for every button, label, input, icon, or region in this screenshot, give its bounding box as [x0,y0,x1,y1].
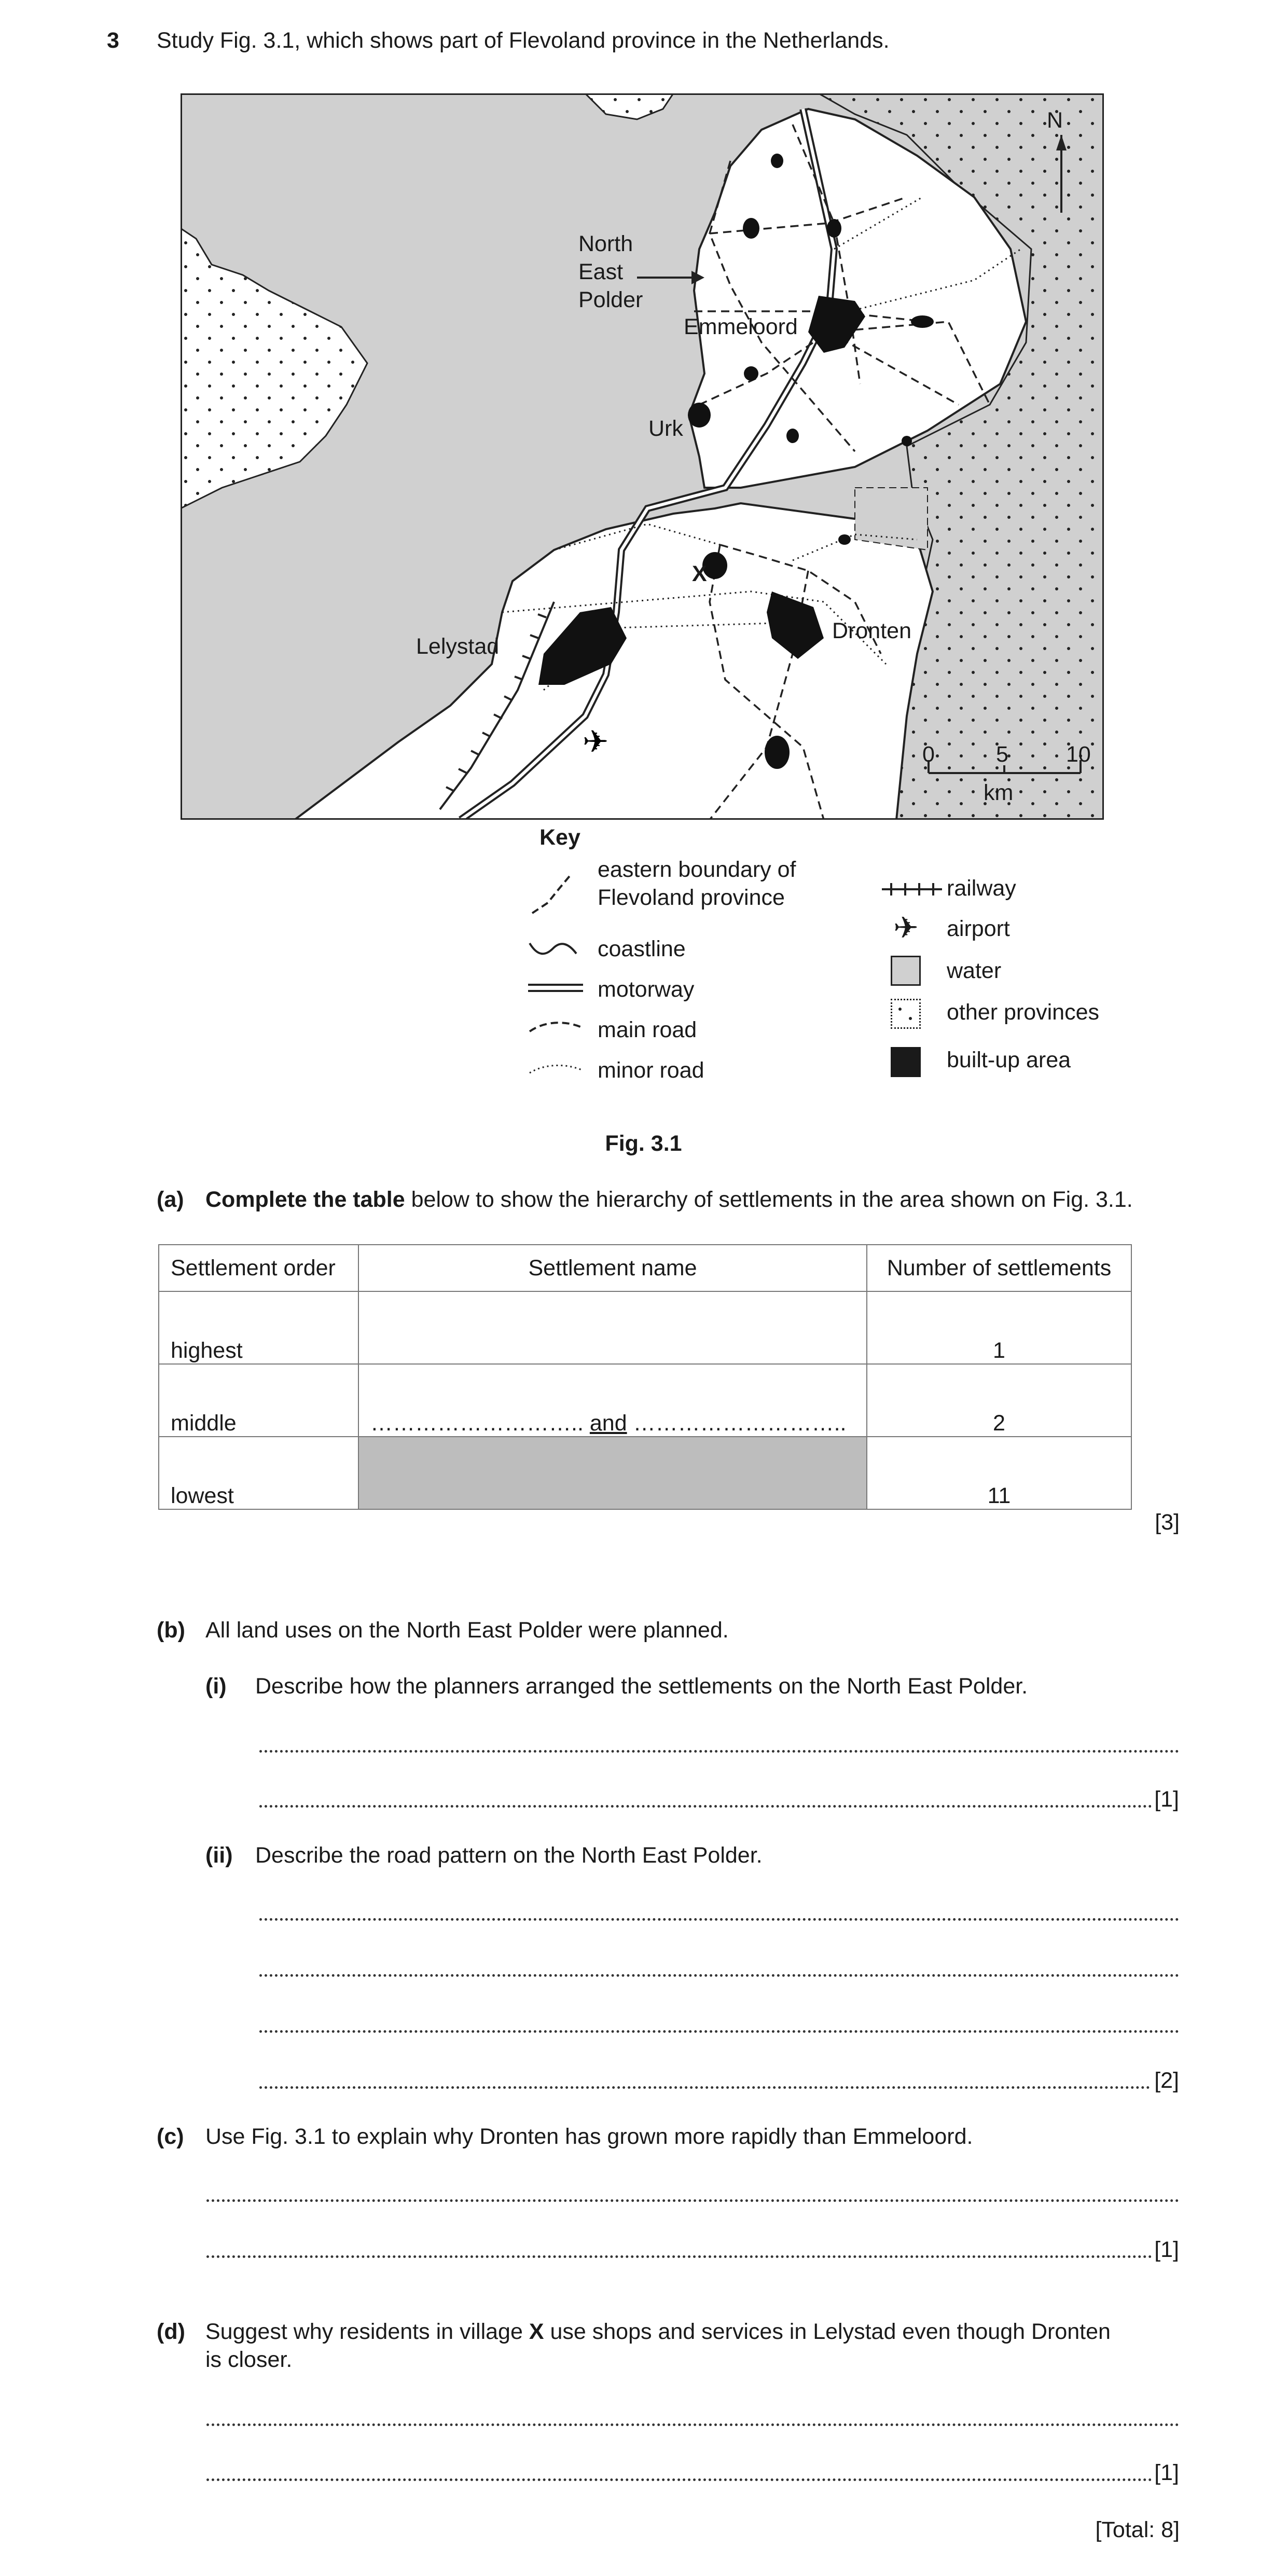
part-c-label: (c) [157,2124,184,2149]
scale-unit: km [984,780,1014,805]
middle-answer-blank-1[interactable]: ……………………….. [370,1411,584,1436]
header-count: Number of settlements [867,1245,1131,1291]
key-water: water [947,958,1002,983]
other-provinces-key-swatch [891,999,921,1029]
label-north-east-polder-3: Polder [578,287,643,312]
header-order: Settlement order [159,1245,358,1291]
part-c-marks: [1] [1151,2236,1179,2263]
row-highest-count: 1 [867,1291,1131,1364]
total-marks: [Total: 8] [1095,2517,1180,2542]
part-a-instruction-rest: below to show the hierarchy of settlements in the area shown on Fig. 3.1. [411,1187,1133,1212]
row-highest-order: highest [159,1291,358,1364]
question-intro: Study Fig. 3.1, which shows part of Flevoland province in the Netherlands. [157,28,890,53]
key-title: Key [539,825,580,850]
part-d-text-after: use shops and services in Lelystad even though Dronten [550,2319,1111,2344]
answer-line-b-i-1[interactable] [259,1731,1179,1758]
built-up-key-swatch [891,1047,921,1077]
row-lowest-name-shaded [358,1437,867,1509]
row-middle-name-answer[interactable] [358,1364,867,1437]
row-lowest-order: lowest [159,1437,358,1509]
map-graphic [181,93,1104,820]
label-lelystad: Lelystad [416,634,500,659]
key-boundary-line2: Flevoland province [598,885,785,910]
header-name: Settlement name [358,1245,867,1291]
settlement-table [158,1244,1132,1510]
part-d-text-before: Suggest why residents in village [205,2319,523,2344]
coastline-key-icon [527,938,579,959]
key-airport: airport [947,916,1010,941]
motorway-key-icon [527,981,584,996]
label-dronten: Dronten [832,618,911,643]
part-d-label: (d) [157,2319,185,2344]
label-urk: Urk [648,416,683,441]
part-a-instruction [205,1186,1133,1213]
answer-line-b-i-2[interactable] [259,1786,1179,1813]
answer-line-b-ii-3[interactable] [259,2011,1179,2038]
part-d-text-line2: is closer. [205,2347,293,2372]
scale-tick-10: 10 [1066,742,1091,767]
question-number: 3 [107,28,119,53]
middle-answer-blank-2[interactable]: ……………………….. [633,1411,847,1436]
label-north-east-polder-2: East [578,259,624,284]
key-built-up: built-up area [947,1048,1071,1072]
airport-key-icon: ✈ [893,910,919,945]
part-b-ii-label: (ii) [205,1843,233,1868]
minor-road-key-icon [527,1058,584,1079]
label-north-east-polder-1: North [578,231,633,256]
answer-line-d-2[interactable] [206,2459,1179,2486]
key-motorway: motorway [598,977,695,1002]
railway-key-icon [881,879,943,900]
answer-line-b-ii-4[interactable] [259,2067,1179,2094]
scale-tick-0: 0 [922,742,935,767]
row-middle-count: 2 [867,1364,1131,1437]
row-lowest-count: 11 [867,1437,1131,1509]
answer-line-b-ii-1[interactable] [259,1899,1179,1926]
part-a-label: (a) [157,1187,184,1212]
part-b-ii-text: Describe the road pattern on the North East Polder. [255,1843,763,1868]
row-middle-order: middle [159,1364,358,1437]
key-boundary-line1: eastern boundary of [598,857,796,882]
row-highest-name-answer[interactable] [358,1291,867,1364]
airport-icon: ✈ [582,724,609,760]
part-c-text: Use Fig. 3.1 to explain why Dronten has grown more rapidly than Emmeloord. [205,2124,973,2149]
part-d-marks: [1] [1151,2459,1179,2486]
key-main-road: main road [598,1017,697,1042]
part-b-i-label: (i) [205,1674,227,1699]
figure-caption: Fig. 3.1 [605,1131,682,1156]
water-key-swatch [891,956,921,986]
answer-line-c-2[interactable] [206,2236,1179,2263]
label-village-x: X [692,561,707,586]
flevoland-map [181,93,1104,820]
part-d-text-line1 [205,2318,1111,2345]
part-b-ii-marks: [2] [1151,2067,1179,2094]
part-b-i-marks: [1] [1151,1786,1179,1813]
answer-line-b-ii-2[interactable] [259,1955,1179,1982]
key-coastline: coastline [598,936,686,961]
part-d-text-bold: X [529,2319,544,2344]
key-minor-road: minor road [598,1058,704,1083]
answer-line-d-1[interactable] [206,2404,1179,2431]
boundary-key-icon [527,872,579,918]
part-b-text: All land uses on the North East Polder were planned. [205,1618,729,1643]
part-b-i-text: Describe how the planners arranged the settlements on the North East Polder. [255,1674,1028,1699]
scale-tick-5: 5 [996,742,1008,767]
key-other-provinces: other provinces [947,1000,1099,1025]
key-railway: railway [947,876,1016,901]
part-a-instruction-bold: Complete the table [205,1187,405,1212]
part-b-label: (b) [157,1618,185,1643]
north-label: N [1047,108,1063,133]
main-road-key-icon [527,1017,584,1038]
answer-line-c-1[interactable] [206,2180,1179,2207]
part-a-marks: [3] [1155,1510,1180,1535]
label-emmeloord: Emmeloord [684,314,798,339]
middle-and: and [589,1411,627,1436]
